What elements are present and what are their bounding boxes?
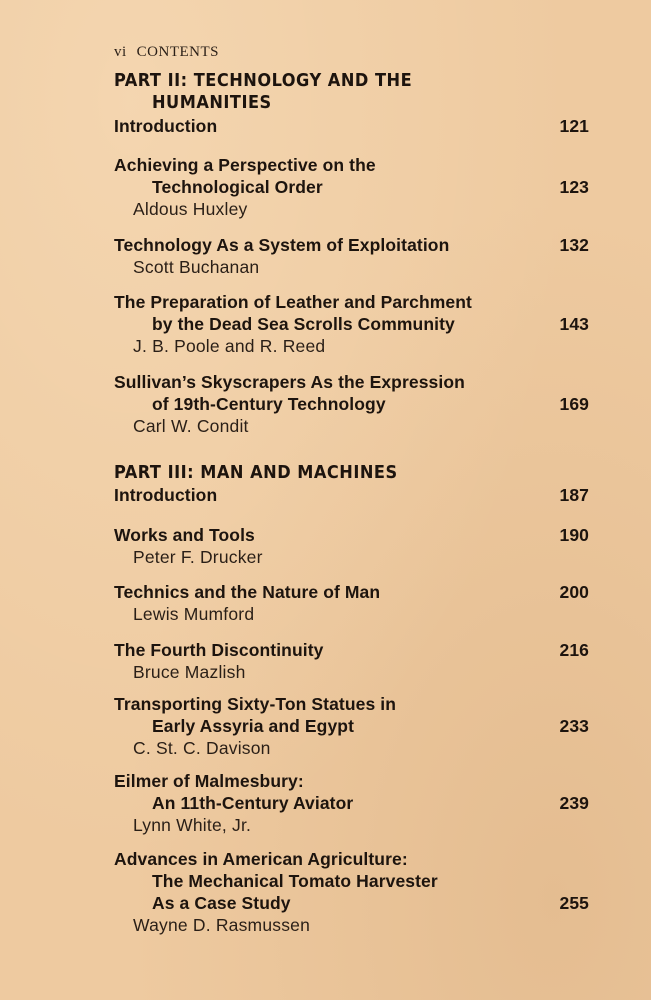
toc-entry-title-line [114,524,589,546]
toc-entry-title: of 19th-Century Technology [152,394,386,414]
toc-entry-title-line [114,792,589,814]
toc-entry-title: The Mechanical Tomato Harvester [152,871,438,891]
toc-page-number: 187 [559,485,589,505]
toc-entry-title-line: The Preparation of Leather and Parchment [114,292,472,312]
toc-entry-part3-intro [114,484,589,506]
toc-page-number: 233 [559,716,589,736]
toc-entry-title: The Fourth Discontinuity [114,640,324,660]
toc-entry-title-line [114,313,589,335]
toc-page-number: 239 [559,793,589,813]
toc-entry-author: Lewis Mumford [133,604,255,624]
toc-entry-author: Peter F. Drucker [133,547,263,567]
toc-entry-title: Early Assyria and Egypt [152,716,355,736]
toc-entry-author: Carl W. Condit [133,416,249,436]
toc-entry-part2-intro [114,115,589,137]
toc-page-number: 132 [559,235,589,255]
toc-entry-title: An 11th-Century Aviator [152,793,354,813]
toc-entry-title-line [114,715,589,737]
running-head [114,44,219,61]
toc-entry-title-line: Eilmer of Malmesbury: [114,771,304,791]
toc-entry-title-line [114,892,589,914]
toc-page-number: 123 [559,177,589,197]
part-2-heading-line2: HUMANITIES [152,92,272,113]
toc-entry-title: As a Case Study [152,893,291,913]
toc-entry-title-line [114,234,589,256]
part-3-heading [114,462,398,484]
toc-entry-title-line: Sullivan’s Skyscrapers As the Expression [114,372,465,392]
toc-entry-author: Scott Buchanan [133,257,260,277]
toc-entry-title: Technological Order [152,177,323,197]
toc-entry-title-line [114,639,589,661]
toc-entry-author: Aldous Huxley [133,199,248,219]
toc-page-number: 200 [559,582,589,602]
part-3-heading-line1: PART III: MAN AND MACHINES [114,462,398,483]
toc-entry-title: Introduction [114,485,218,505]
toc-entry-title: Introduction [114,116,218,136]
part-2-heading [114,70,412,114]
toc-entry-title: Technology As a System of Exploitation [114,235,450,255]
toc-page-number: 169 [559,394,589,414]
part-2-heading-line1: PART II: TECHNOLOGY AND THE [114,70,413,91]
toc-entry-author: J. B. Poole and R. Reed [133,336,326,356]
toc-entry-title-line: Advances in American Agriculture: [114,849,408,869]
toc-entry-author: Wayne D. Rasmussen [133,915,311,935]
toc-entry-title: by the Dead Sea Scrolls Community [152,314,455,334]
toc-entry-title-line: Achieving a Perspective on the [114,155,376,175]
toc-entry-author: C. St. C. Davison [133,738,271,758]
toc-entry-author: Lynn White, Jr. [133,815,252,835]
toc-page-number: 216 [559,640,589,660]
toc-entry-title: Works and Tools [114,525,255,545]
toc-entry-title-line [114,581,589,603]
page-folio: vi [114,44,127,60]
toc-entry-title-line [114,393,589,415]
toc-page-number: 255 [559,893,589,913]
toc-entry-title-line [114,176,589,198]
toc-entry-title: Technics and the Nature of Man [114,582,381,602]
toc-page-number: 190 [559,525,589,545]
running-head-label: CONTENTS [136,44,220,60]
toc-entry-title-line: Transporting Sixty-Ton Statues in [114,694,397,714]
toc-page-number: 143 [559,314,589,334]
toc-entry-title-line [114,870,589,892]
toc-entry-author: Bruce Mazlish [133,662,246,682]
toc-page-number: 121 [559,116,589,136]
